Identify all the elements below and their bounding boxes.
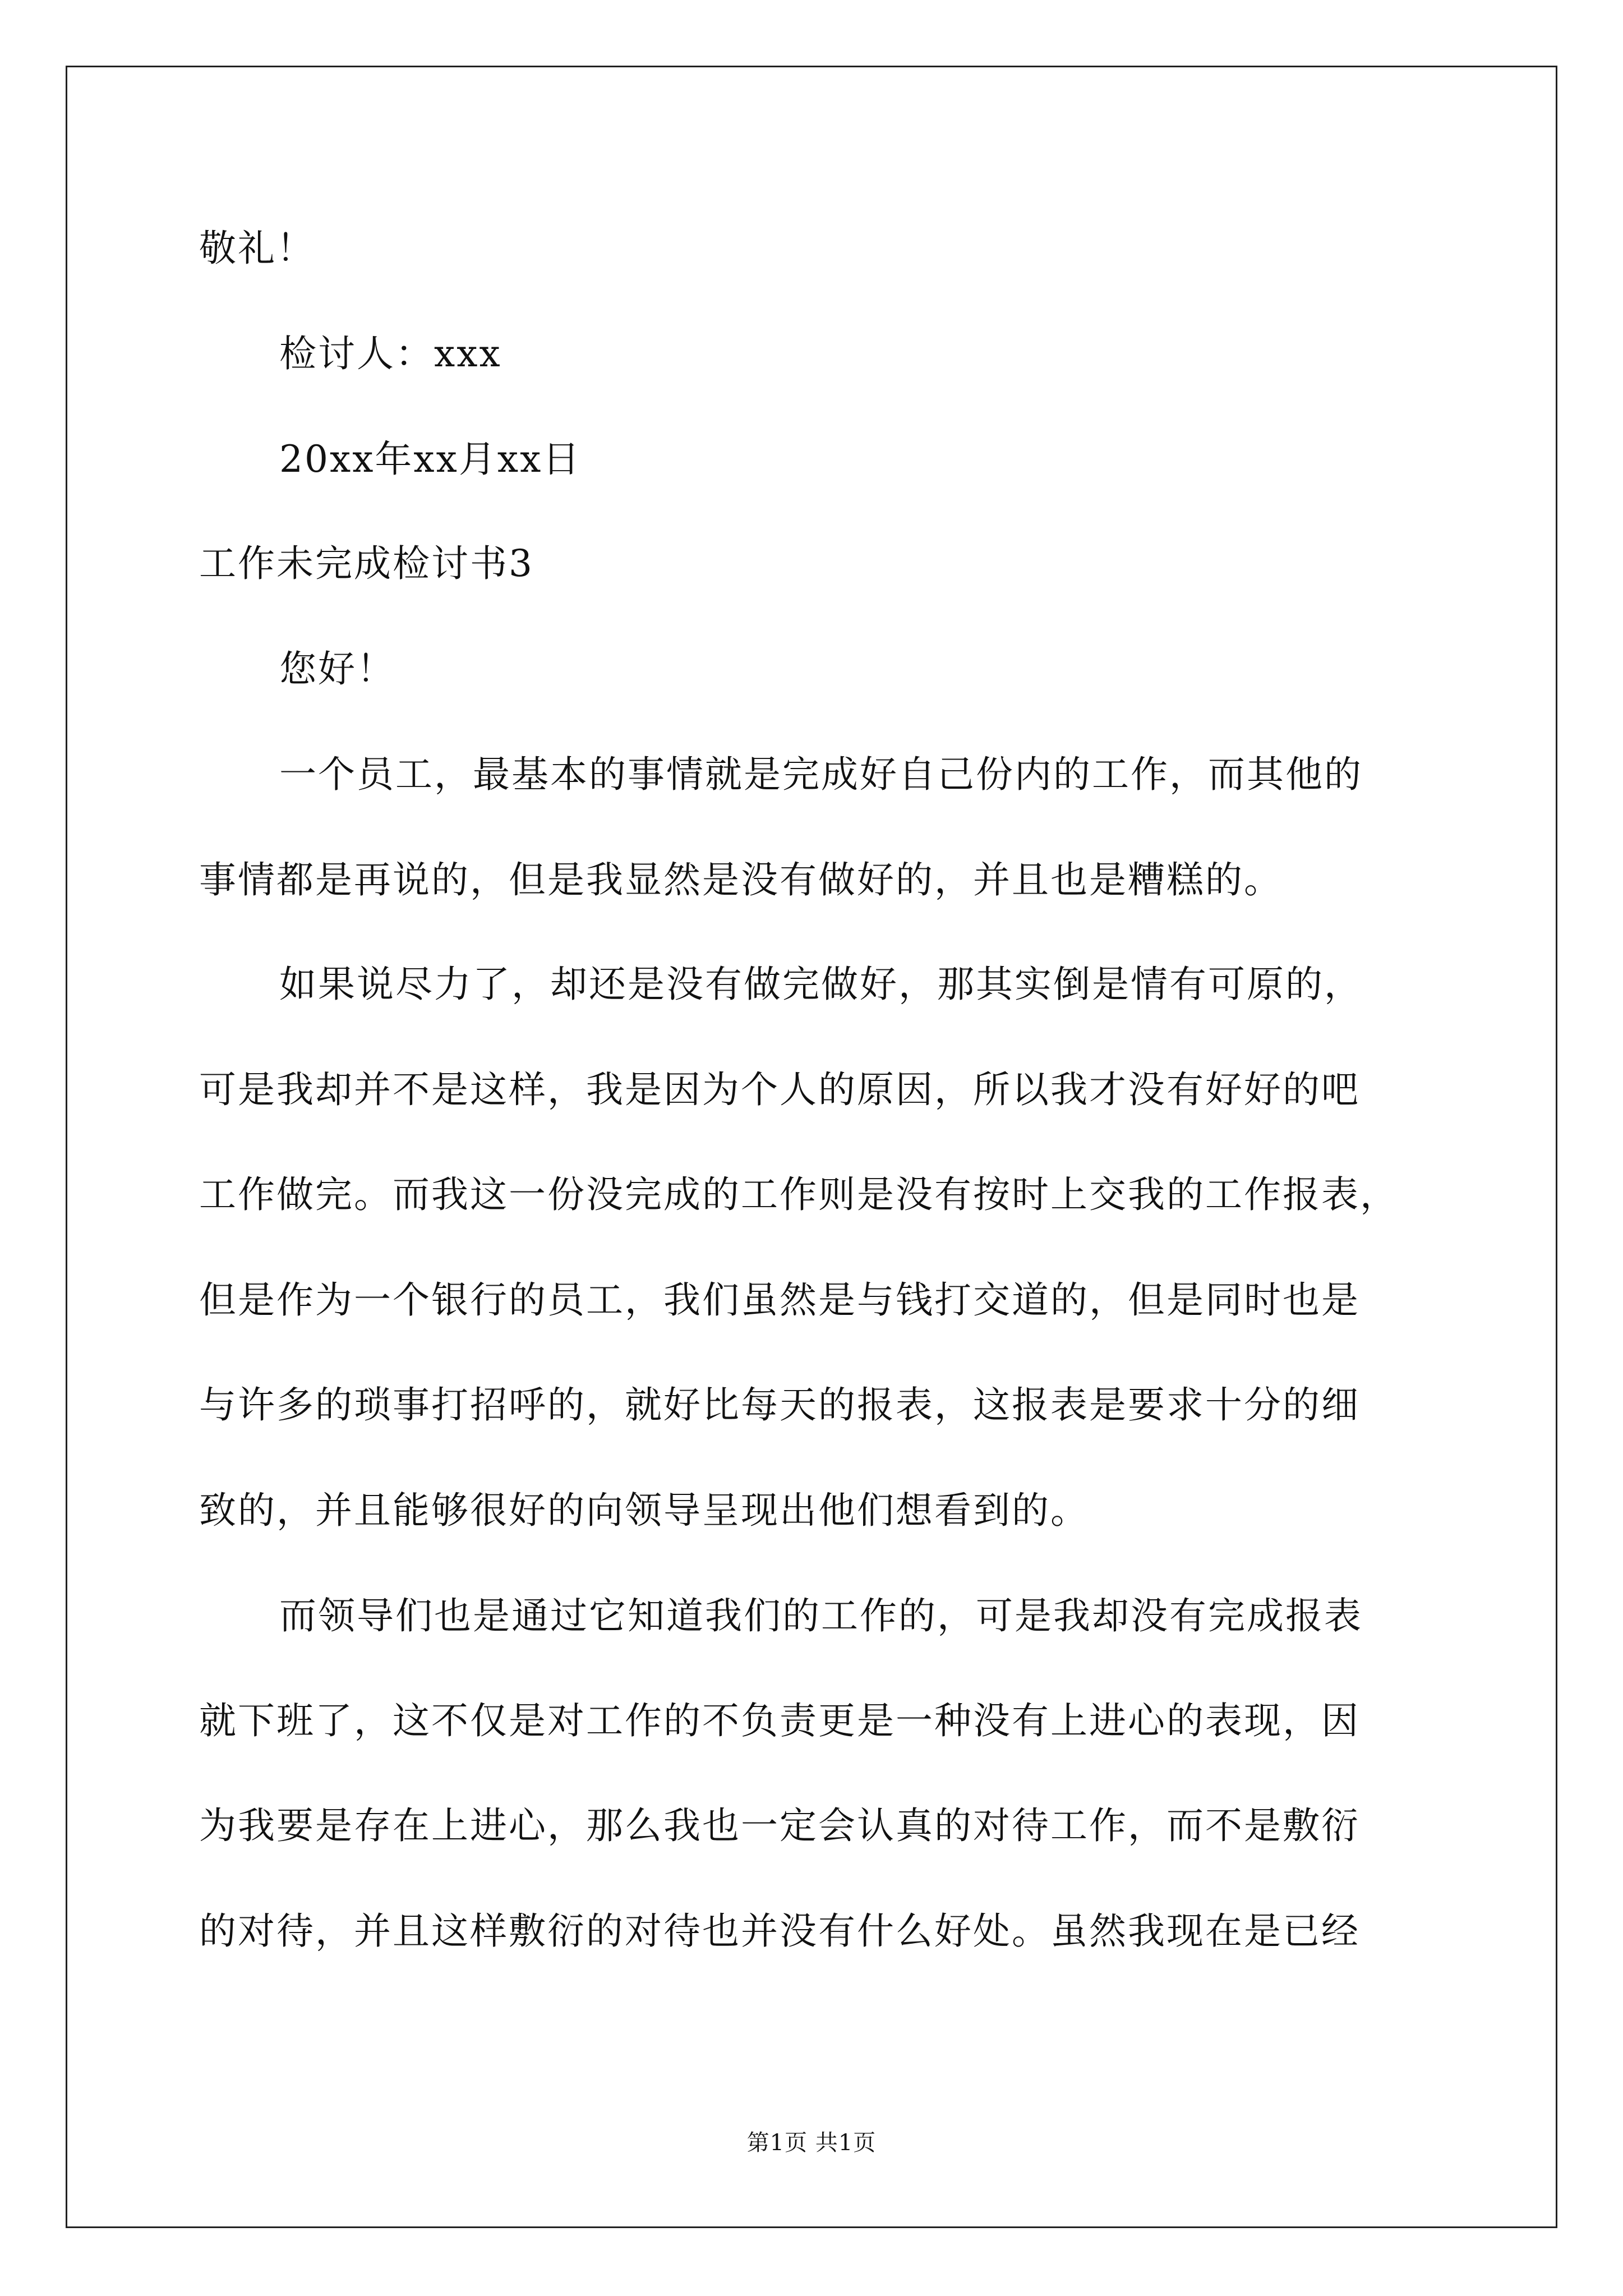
paragraph-line: 与许多的琐事打招呼的，就好比每天的报表，这报表是要求十分的细: [199, 1383, 1360, 1427]
page-number-footer: 第1页 共1页: [746, 2130, 877, 2156]
date-line: 20xx年xx月xx日: [279, 438, 582, 481]
paragraph-line: 一个员工，最基本的事情就是完成好自己份内的工作，而其他的: [279, 753, 1363, 796]
signer-line: 检讨人：xxx: [279, 332, 502, 375]
page-border: [66, 66, 1557, 2228]
paragraph-line: 就下班了，这不仅是对工作的不负责更是一种没有上进心的表现，因: [199, 1699, 1360, 1742]
greeting: 您好！: [279, 647, 395, 691]
paragraph-line: 而领导们也是通过它知道我们的工作的，可是我却没有完成报表: [279, 1594, 1363, 1637]
paragraph-line: 可是我却并不是这样，我是因为个人的原因，所以我才没有好好的吧: [199, 1068, 1360, 1111]
paragraph-line: 工作做完。而我这一份没完成的工作则是没有按时上交我的工作报表，: [199, 1173, 1399, 1216]
paragraph-line: 的对待，并且这样敷衍的对待也并没有什么好处。虽然我现在是已经: [199, 1910, 1360, 1953]
paragraph-line: 致的，并且能够很好的向领导呈现出他们想看到的。: [199, 1489, 1089, 1532]
paragraph-line: 但是作为一个银行的员工，我们虽然是与钱打交道的，但是同时也是: [199, 1278, 1360, 1322]
closing-salute: 敬礼！: [199, 227, 315, 270]
paragraph-line: 如果说尽力了，却还是没有做完做好，那其实倒是情有可原的，: [279, 963, 1363, 1006]
paragraph-line: 事情都是再说的，但是我显然是没有做好的，并且也是糟糕的。: [199, 858, 1283, 901]
paragraph-line: 为我要是存在上进心，那么我也一定会认真的对待工作，而不是敷衍: [199, 1804, 1360, 1847]
section-title: 工作未完成检讨书3: [199, 542, 534, 585]
